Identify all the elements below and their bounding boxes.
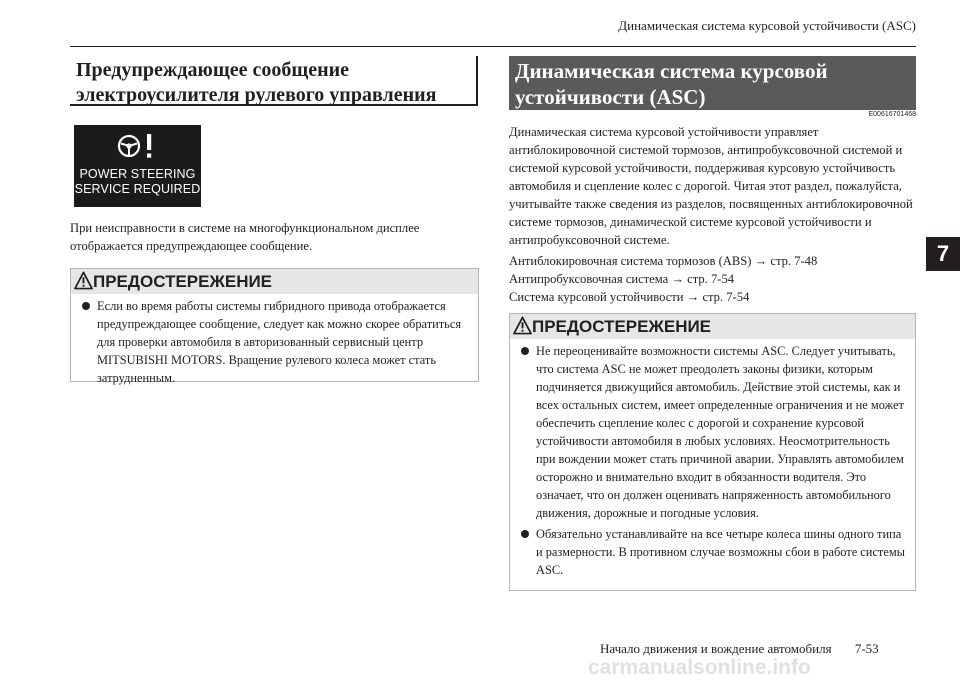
page-number: 7-53	[854, 641, 879, 656]
bullet-dot-icon	[521, 530, 529, 538]
heading-right-bar	[476, 56, 478, 106]
asc-description: Динамическая система курсовой устойчивости управляет антиблокировочной системой тормозов, антипробуксовочной системой и системой курсовой устойчивости, поддерживая курсовую устойчивость автомобиля и сцепление колес с дорогой. Читая этот раздел, пожалуйста, учитывайте также сведения из разделов, посвященных антиблокировочной системе тормозов, динамической системе курсовой устойчивости и антипробуксовочной системе.	[509, 125, 913, 247]
bullet-dot-icon	[82, 302, 90, 310]
warning-box-power-steering	[70, 268, 479, 385]
page-footer	[600, 641, 879, 657]
power-steering-display-image	[74, 125, 201, 207]
warning-triangle-icon	[74, 271, 93, 290]
header-divider	[70, 46, 916, 47]
heading-line-2: электроусилителя рулевого управления	[76, 84, 437, 106]
warning-bullet-text: Если во время работы системы гибридного привода отображается предупреждающее сообщение, следует как можно скорее обратиться для проверки автомобиля в авторизованный сервисный центр MITSUBISHI MOTORS. Вращение рулевого колеса может стать затрудненным.	[97, 299, 462, 385]
reference-abs: Антиблокировочная система тормозов (ABS) → стр. 7-48	[509, 254, 818, 268]
reference-stability-control: Система курсовой устойчивости → стр. 7-54	[509, 290, 750, 304]
warning-body	[520, 342, 909, 582]
warning-header	[71, 269, 478, 294]
heading-line-1: Динамическая система курсовой	[515, 59, 828, 83]
watermark: carmanualsonline.info	[588, 656, 811, 679]
power-steering-description: При неисправности в системе на многофункциональном дисплее отображается предупреждающее сообщение.	[70, 221, 420, 253]
reference-traction-control: Антипробуксовочная система → стр. 7-54	[509, 272, 735, 286]
chapter-tab[interactable]	[926, 237, 960, 271]
warning-body	[81, 297, 472, 390]
running-header: Динамическая система курсовой устойчивости (ASC)	[618, 18, 916, 33]
bullet-dot-icon	[521, 347, 529, 355]
footer-section-title: Начало движения и вождение автомобиля	[600, 641, 832, 656]
display-text-line-1: POWER STEERING	[79, 167, 196, 181]
warning-triangle-icon	[513, 316, 532, 335]
warning-bullet-text: Не переоценивайте возможности системы ASC. Следует учитывать, что система ASC не может преодолеть законы физики, которым подчиняется движущийся автомобиль. Действие этой системы, как и всех остальных систем, имеет определенные ограничения и не может обеспечить сцепление колес с дорогой и сохранение курсовой устойчивости автомобиля в любых условиях. Неосмотрительность при вождении может стать причиной аварии. Управлять автомобилем осторожно и внимательно входит в обязанности водителя. Это означает, что он должен оценивать напряженность автомобильного движения, дорожные и погодные условия.	[536, 344, 904, 520]
warning-title: ПРЕДОСТЕРЕЖЕНИЕ	[532, 317, 712, 336]
section-heading-power-steering	[70, 56, 478, 106]
section-heading-asc	[509, 56, 916, 110]
warning-bullet-text: Обязательно устанавливайте на все четыре колеса шины одного типа и размерности. В противном случае возможны сбои в работе системы ASC.	[536, 527, 906, 577]
section-heading-text	[76, 58, 436, 108]
display-text-line-2: SERVICE REQUIRED	[74, 182, 201, 196]
warning-bullet-item	[81, 297, 472, 387]
steering-wheel-exclamation-icon	[117, 133, 157, 159]
document-code: E00616701468	[868, 111, 916, 118]
heading-line-1: Предупреждающее сообщение	[76, 59, 350, 81]
warning-bullet-item	[520, 342, 909, 522]
warning-header	[510, 314, 915, 339]
heading-line-2: устойчивости (ASC)	[515, 85, 706, 109]
cross-references	[509, 252, 916, 306]
warning-box-asc	[509, 313, 916, 591]
chapter-tab-number: 7	[936, 241, 950, 266]
warning-bullet-item	[520, 525, 909, 579]
section-heading-text	[515, 58, 828, 110]
warning-title: ПРЕДОСТЕРЕЖЕНИЕ	[93, 272, 273, 291]
